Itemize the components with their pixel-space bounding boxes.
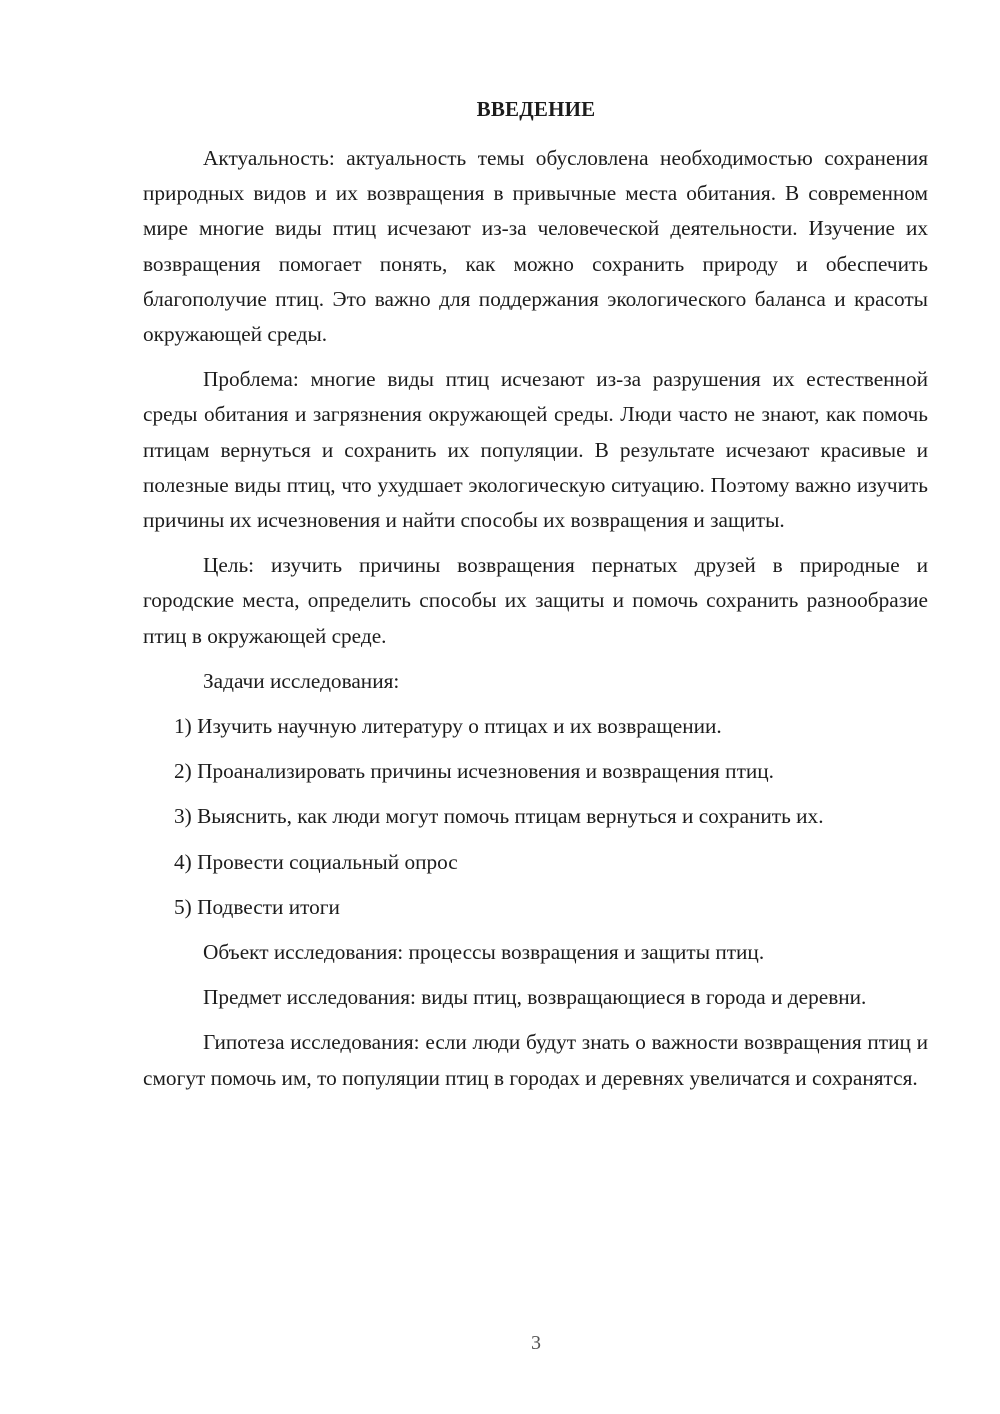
paragraph-tasks-heading: Задачи исследования:	[203, 668, 400, 693]
task-item-3: 3) Выяснить, как люди могут помочь птицам вернуться и сохранить их.	[174, 804, 824, 829]
task-item-1: 1) Изучить научную литературу о птицах и их возвращении.	[174, 714, 722, 739]
task-item-4: 4) Провести социальный опрос	[174, 849, 458, 874]
paragraph-hypothesis: Гипотеза исследования: если люди будут знать о важности возвращения птиц и смогут помочь им, то популяции птиц в городах и деревнях увеличатся и сохранятся.	[143, 1030, 928, 1090]
document-body	[143, 141, 928, 1106]
paragraph-subject: Предмет исследования: виды птиц, возвращающиеся в города и деревни.	[203, 985, 867, 1010]
paragraph-object: Объект исследования: процессы возвращения и защиты птиц.	[203, 940, 765, 965]
page-number: 3	[531, 1332, 541, 1354]
page-title: ВВЕДЕНИЕ	[476, 97, 596, 121]
paragraph-problem: Проблема: многие виды птиц исчезают из-за разрушения их естественной среды обитания и загрязнения окружающей среды. Люди часто не знают, как помочь птицам вернуться и сохранить их популяции. В результате исчезают красивые и полезные виды птиц, что ухудшает экологическую ситуацию. Поэтому важно изучить причины их исчезновения и найти способы их возвращения и защиты.	[143, 367, 928, 533]
task-item-2: 2) Проанализировать причины исчезновения и возвращения птиц.	[174, 759, 775, 784]
paragraph-goal: Цель: изучить причины возвращения пернатых друзей в природные и городские места, определить способы их защиты и помочь сохранить разнообразие птиц в окружающей среде.	[143, 553, 928, 648]
paragraph-relevance: Актуальность: актуальность темы обусловлена необходимостью сохранения природных видов и их возвращения в привычные места обитания. В современном мире многие виды птиц исчезают из-за человеческой деятельности. Изучение их возвращения помогает понять, как можно сохранить природу и обеспечить благополучие птиц. Это важно для поддержания экологического баланса и красоты окружающей среды.	[143, 146, 928, 347]
task-item-5: 5) Подвести итоги	[174, 894, 340, 919]
